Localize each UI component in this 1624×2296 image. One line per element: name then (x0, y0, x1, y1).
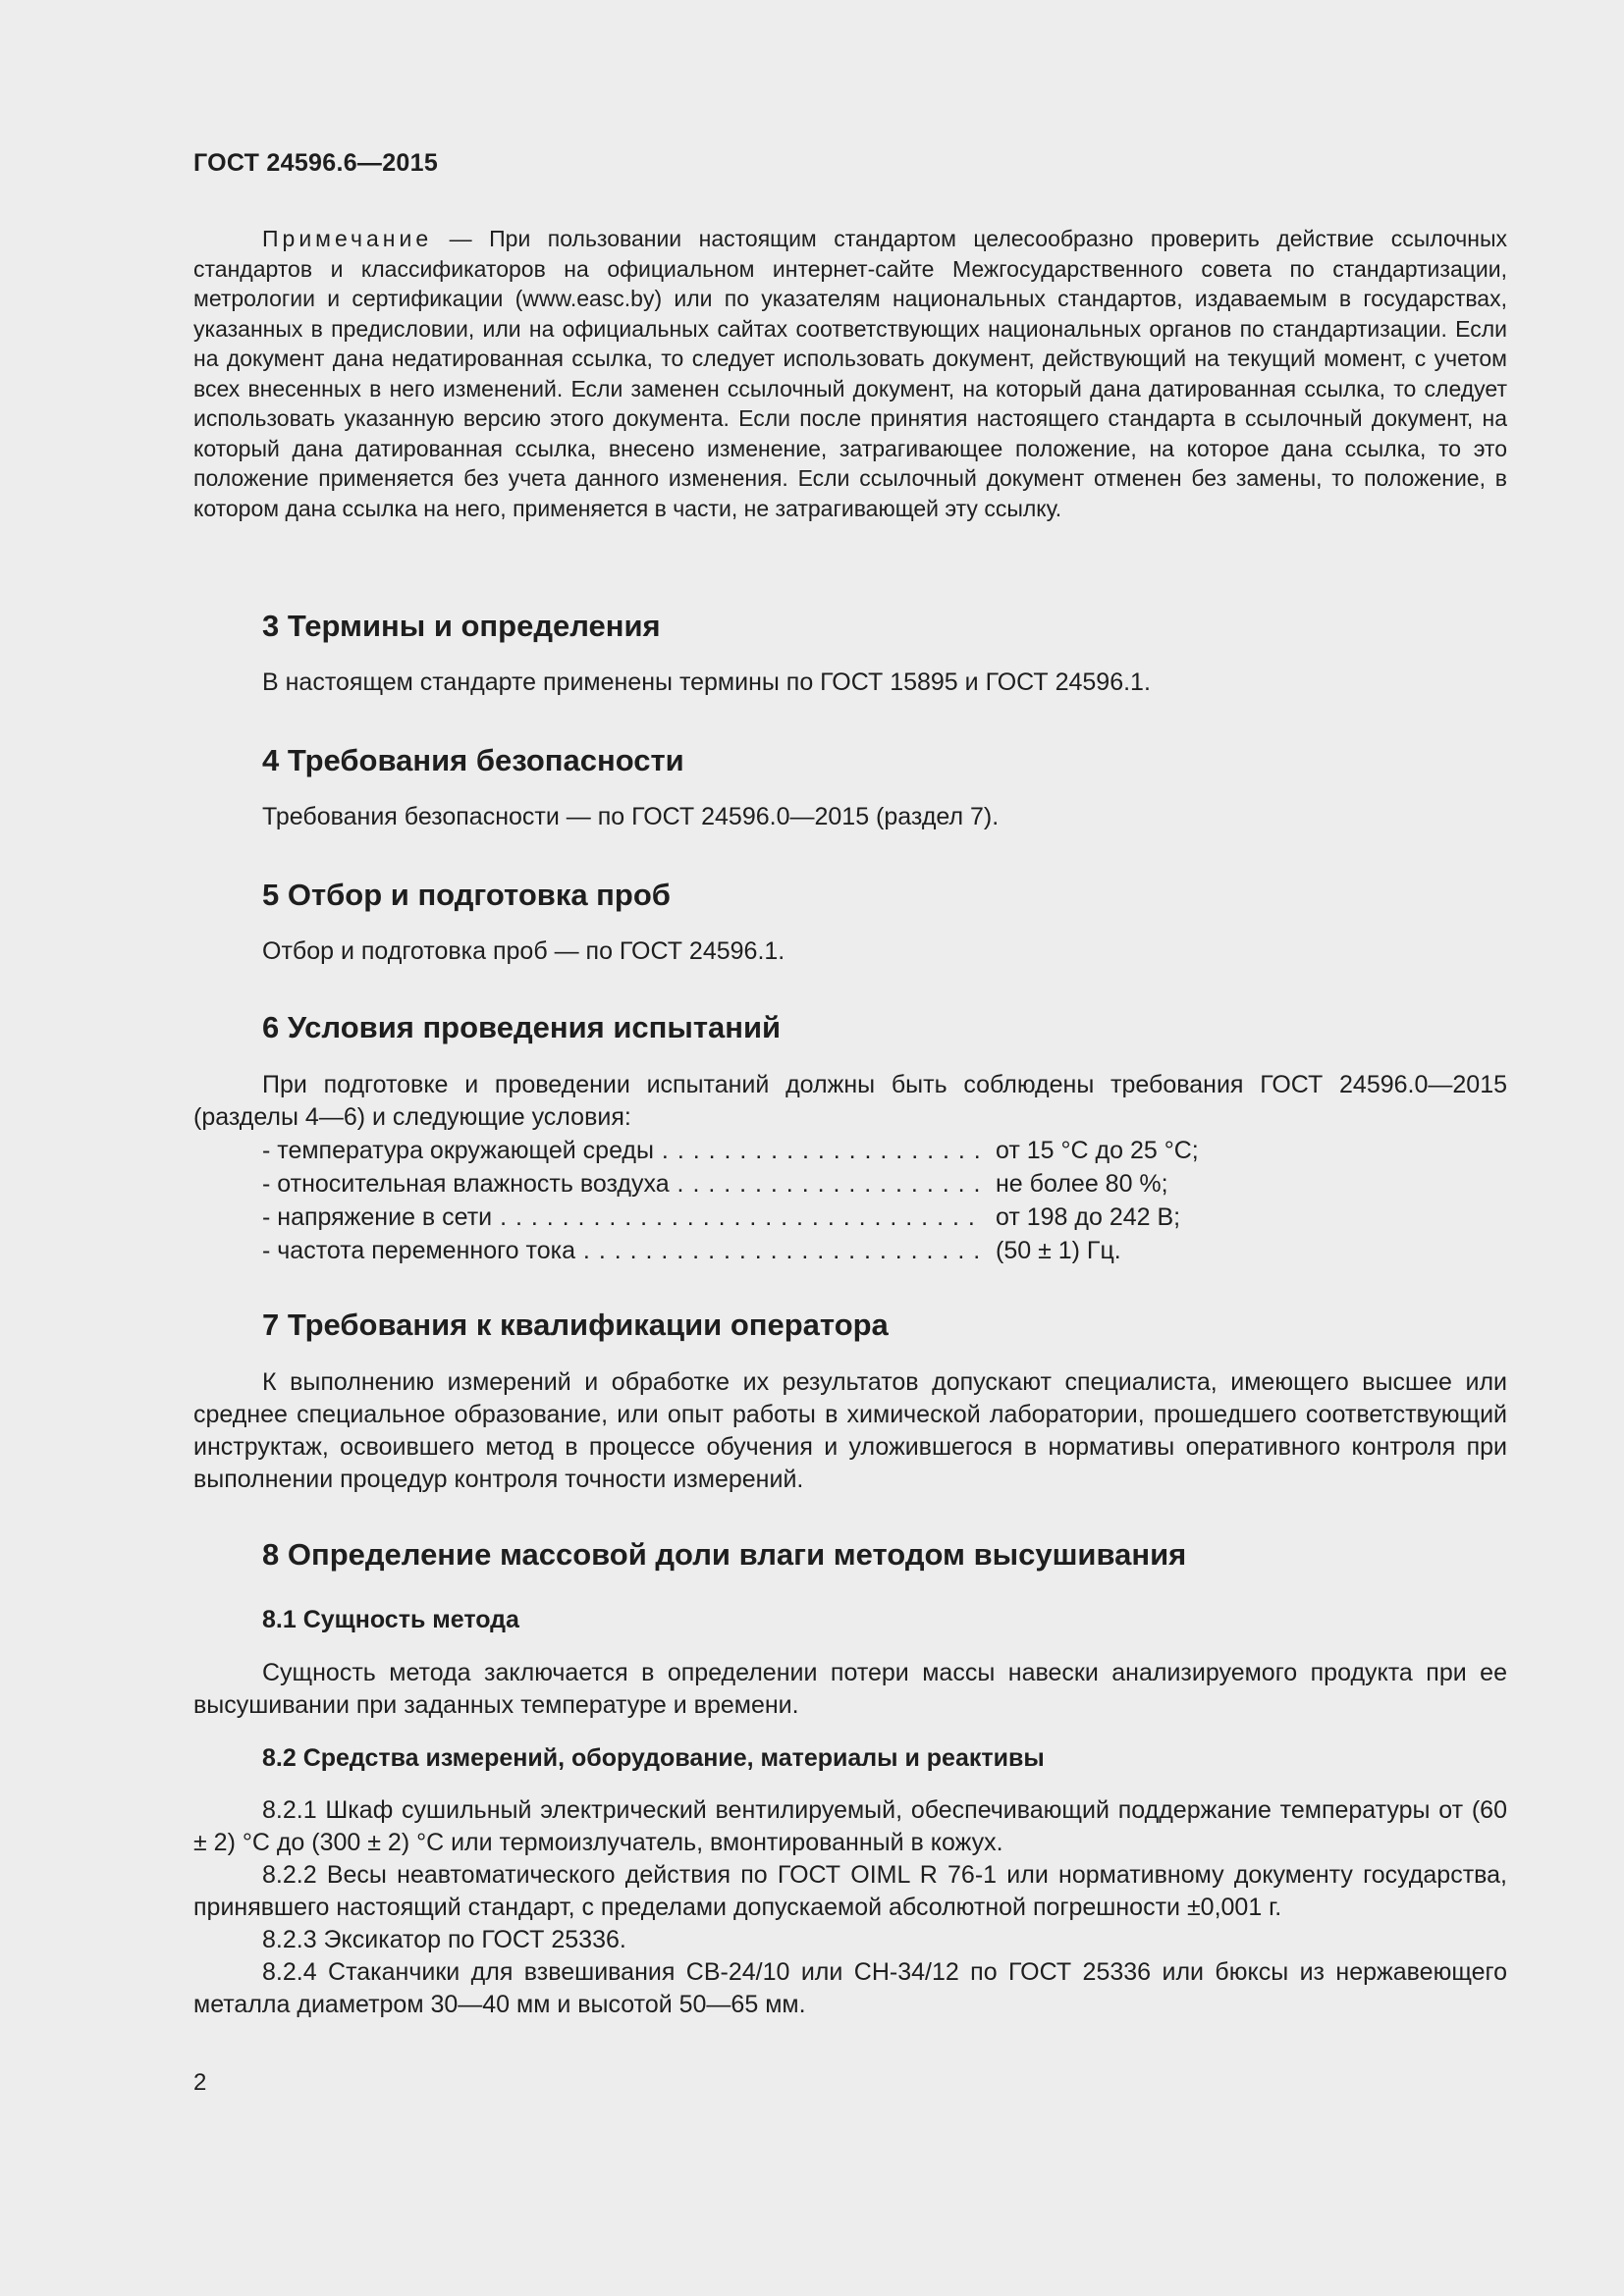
section-7-title: 7 Требования к квалификации оператора (262, 1308, 889, 1342)
note-label: Примечание (262, 226, 433, 251)
section-3-text: В настоящем стандарте применены термины по ГОСТ 15895 и ГОСТ 24596.1. (262, 668, 1151, 696)
section-6-text: При подготовке и проведении испытаний должны быть соблюдены требования ГОСТ 24596.0—2015 (разделы 4—6) и следующие условия: (193, 1071, 1507, 1131)
note-text: — При пользовании настоящим стандартом целесообразно проверить действие ссылочных стандартов и классификаторов на официальном интернет-сайте Межгосударственного совета по стандартизации, метрологии и сертификации (www.easc.by) или по указателям национальных стандартов, издаваемым в государствах, указанных в предисловии, или на официальных сайтах соответствующих национальных органов по стандартизации. Если на документ дана недатированная ссылка, то следует использовать документ, действующий на текущий момент, с учетом всех внесенных в него изменений. Если заменен ссылочный документ, на который дана датированная ссылка, то следует использовать указанную версию этого документа. Если после принятия настоящего стандарта в ссылочный документ, на который дана датированная ссылка, внесено изменение, затрагивающее положение, на которое дана ссылка, то это положение применяется без учета данного изменения. Если ссылочный документ отменен без замены, то положение, в котором дана ссылка на него, применяется в части, не затрагивающей эту ссылку. (193, 226, 1507, 521)
section-4-title: 4 Требования безопасности (262, 743, 684, 777)
section-5-title: 5 Отбор и подготовка проб (262, 878, 671, 912)
section-8-2-title: 8.2 Средства измерений, оборудование, материалы и реактивы (262, 1744, 1045, 1772)
section-8 (193, 1535, 1507, 2021)
condition-row (193, 1234, 1507, 1267)
condition-value: не более 80 %; (996, 1170, 1168, 1198)
item-8-2-3: 8.2.3 Эксикатор по ГОСТ 25336. (262, 1926, 626, 1953)
condition-row (193, 1134, 1507, 1167)
section-8-title: 8 Определение массовой доли влаги методом высушивания (262, 1537, 1187, 1572)
condition-label: - напряжение в сети . . . (262, 1201, 986, 1234)
page-number: 2 (193, 2069, 207, 2096)
condition-label: - температура окружающей среды . . . (262, 1134, 986, 1167)
section-5 (193, 876, 1507, 968)
note-paragraph (193, 224, 1507, 523)
section-7 (193, 1306, 1507, 1496)
section-6 (193, 1008, 1507, 1267)
condition-row (193, 1167, 1507, 1201)
section-8-1-text: Сущность метода заключается в определении потери массы навески анализируемого продукта при ее высушивании при заданных температуре и времени. (193, 1659, 1507, 1719)
section-4-text: Требования безопасности — по ГОСТ 24596.0—2015 (раздел 7). (262, 803, 1000, 830)
section-7-text: К выполнению измерений и обработке их результатов допускают специалиста, имеющего высшее или среднее специальное образование, или опыт работы в химической лаборатории, прошедшего соответствующий инструктаж, освоившего метод в процессе обучения и уложившегося в нормативы оперативного контроля при выполнении процедур контроля точности измерений. (193, 1368, 1507, 1493)
condition-label: - частота переменного тока . . . (262, 1234, 986, 1267)
item-8-2-1: 8.2.1 Шкаф сушильный электрический вентилируемый, обеспечивающий поддержание температуры от (60 ± 2) °С до (300 ± 2) °С или термоизлучатель, вмонтированный в кожух. (193, 1796, 1507, 1856)
condition-row (193, 1201, 1507, 1234)
section-3 (193, 607, 1507, 699)
item-8-2-4: 8.2.4 Стаканчики для взвешивания СВ-24/10 или СН-34/12 по ГОСТ 25336 или бюксы из нержавеющего металла диаметром 30—40 мм и высотой 50—65 мм. (193, 1958, 1507, 2018)
document-header: ГОСТ 24596.6—2015 (193, 149, 439, 177)
section-5-text: Отбор и подготовка проб — по ГОСТ 24596.1. (262, 937, 785, 965)
item-8-2-2: 8.2.2 Весы неавтоматического действия по ГОСТ OIML R 76-1 или нормативному документу государства, принявшего настоящий стандарт, с пределами допускаемой абсолютной погрешности ±0,001 г. (193, 1861, 1507, 1921)
conditions-list (193, 1134, 1507, 1267)
section-3-title: 3 Термины и определения (262, 609, 661, 643)
condition-value: от 15 °С до 25 °С; (996, 1137, 1199, 1164)
section-8-1-title: 8.1 Сущность метода (262, 1606, 519, 1633)
section-4 (193, 741, 1507, 833)
condition-value: от 198 до 242 В; (996, 1203, 1181, 1231)
condition-label: - относительная влажность воздуха . . . (262, 1167, 986, 1201)
section-6-title: 6 Условия проведения испытаний (262, 1010, 782, 1044)
condition-value: (50 ± 1) Гц. (996, 1237, 1121, 1264)
